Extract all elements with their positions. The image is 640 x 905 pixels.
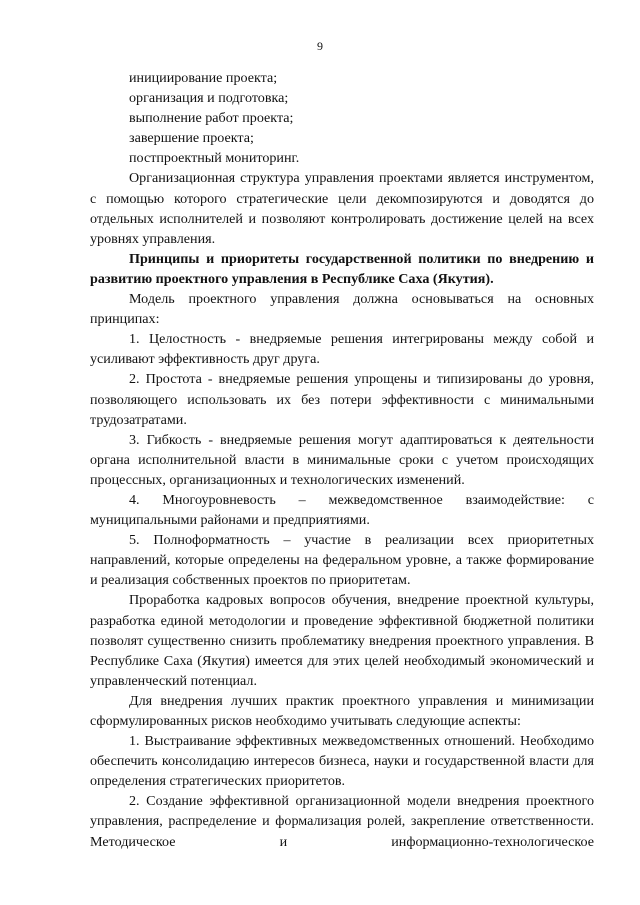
paragraph-aspects-intro: Для внедрения лучших практик проектного управления и минимизации сформулированных рисков необходимо учитывать следующие аспекты: bbox=[90, 692, 594, 729]
principle-flexibility: 3. Гибкость - внедряемые решения могут адаптироваться к деятельности органа исполнительной власти в минимальные сроки с учетом происходящих процессных, организационных и технологических изменений. bbox=[90, 431, 594, 488]
list-item: выполнение работ проекта; bbox=[129, 110, 294, 127]
list-item: инициирование проекта; bbox=[129, 70, 278, 86]
list-item: постпроектный мониторинг. bbox=[129, 150, 300, 167]
aspect-org-model: 2. Создание эффективной организационной модели внедрения проектного управления, распределение и формализация ролей, закрепление ответственности. Методическое и информационно-технологическое bbox=[90, 793, 594, 850]
page-number: 9 bbox=[317, 39, 323, 53]
list-item: завершение проекта; bbox=[129, 130, 254, 147]
paragraph-model-principles: Модель проектного управления должна основываться на основных принципах: bbox=[90, 291, 594, 328]
principle-simplicity: 2. Простота - внедряемые решения упрощены и типизированы до уровня, позволяющего использовать их без потери эффективности с минимальными трудозатратами. bbox=[90, 371, 594, 428]
paragraph-org-structure: Организационная структура управления проектами является инструментом, с помощью которого стратегические цели декомпозируются и доводятся до отдельных исполнителей и позволяют контролировать достижение целей на всех уровнях управления. bbox=[90, 170, 594, 247]
list-item: организация и подготовка; bbox=[129, 90, 289, 107]
aspect-interagency: 1. Выстраивание эффективных межведомственных отношений. Необходимо обеспечить консолидацию интересов бизнеса, науки и государственной власти для определения стратегических приоритетов. bbox=[90, 733, 594, 790]
principle-integrity: 1. Целостность - внедряемые решения интегрированы между собой и усиливают эффективность друг друга. bbox=[90, 331, 594, 368]
section-heading: Принципы и приоритеты государственной политики по внедрению и развитию проектного управления в Республике Саха (Якутия). bbox=[90, 250, 594, 287]
paragraph-personnel: Проработка кадровых вопросов обучения, внедрение проектной культуры, разработка единой методологии и проведение эффективной бюджетной политики позволят существенно снизить проблематику внедрения проектного управления. В Республике Саха (Якутия) имеется для этих целей необходимый экономический и управленческий потенциал. bbox=[90, 592, 594, 689]
principle-multilevel: 4. Многоуровневость – межведомственное взаимодействие: с муниципальными районами и предприятиями. bbox=[90, 491, 594, 529]
principle-full-format: 5. Полноформатность – участие в реализации всех приоритетных направлений, которые определены на федеральном уровне, а также формирование и реализация собственных проектов по приоритетам. bbox=[90, 532, 594, 589]
document-body bbox=[90, 68, 594, 852]
